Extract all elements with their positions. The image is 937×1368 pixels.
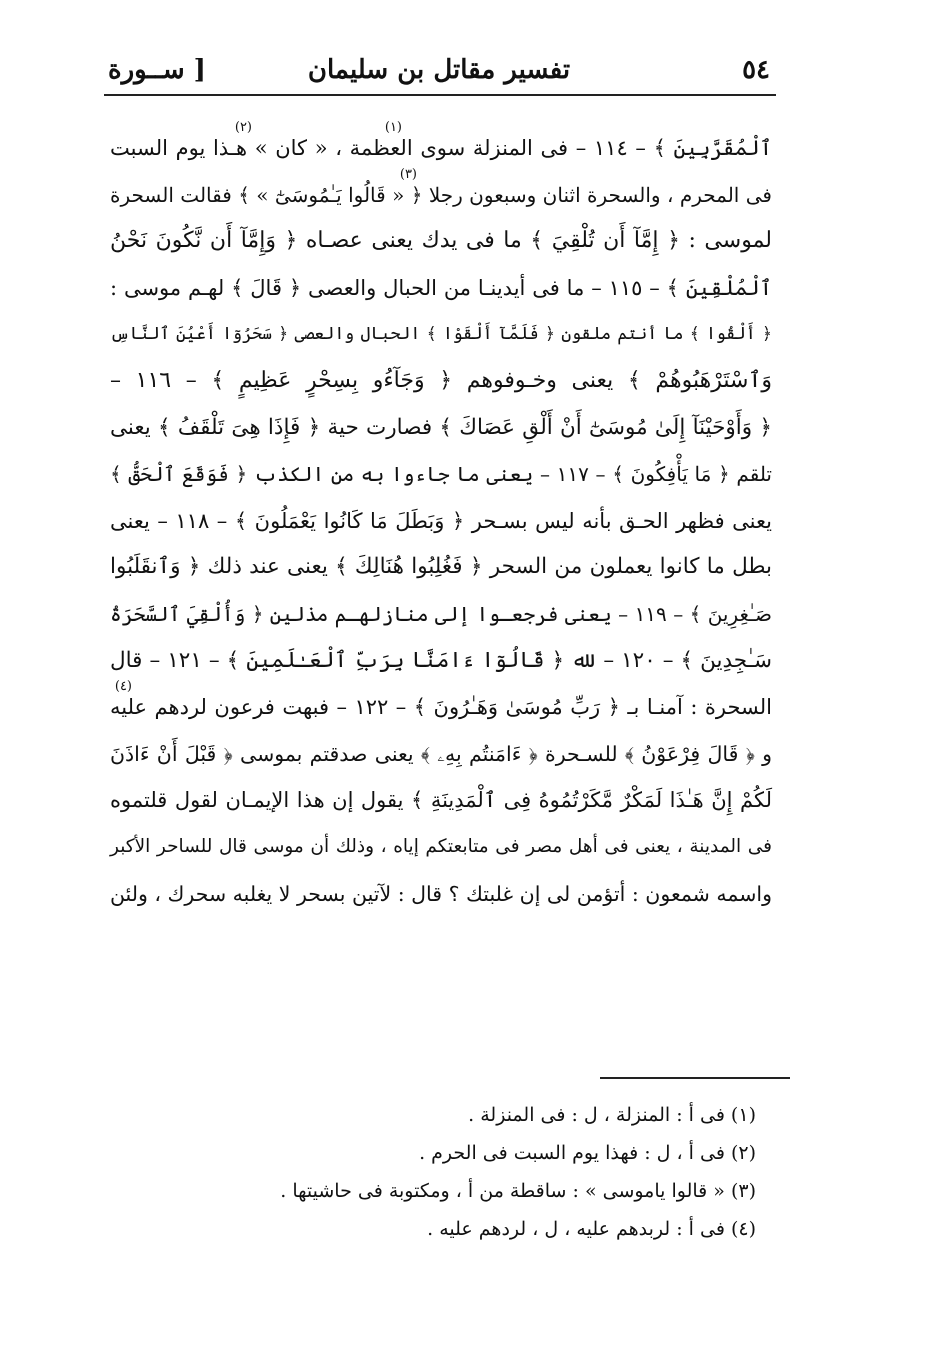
- footnote-rule: [600, 1077, 790, 1079]
- surah-label: [ ســورة: [108, 55, 206, 85]
- text-line: لَكُمْ إِنَّ هَـٰذَا لَمَكْرٌ مَّكَرْتُمُوهُ فِى ٱلْمَدِينَةِ ﴾ يقول إن هذا الإيمـان لقول قلتموه: [110, 788, 772, 813]
- text-line: لموسى : ﴿ إِمَّآ أَن تُلْقِيَ ﴾ ما فى يدك يعنى عصـاه ﴿ وَإِمَّآ أَن نَّكُونَ نَحْنُ: [110, 228, 772, 254]
- page-number: ٥٤: [742, 55, 770, 85]
- footnote-mark: (٢): [234, 120, 252, 135]
- footnote: (٢) فى أ ، ل : فهذا يوم السبت فى الحرم .: [419, 1142, 756, 1164]
- text-line: فى المدينة ، يعنى فى أهل مصر فى متابعتكم إياه ، وذلك أن موسى قال للساحر الأكبر: [110, 835, 772, 857]
- footnote: (١) فى أ : المنزلة ، ل : فى المنزلة .: [468, 1104, 756, 1126]
- text-line: يعنى فظهر الحـق بأنه ليس بسـحر ﴿ وَبَطَلَ مَا كَانُوا يَعْمَلُونَ ﴾ – ١١٨ – يعنى: [110, 508, 772, 533]
- footnotes: [280, 1098, 756, 1250]
- footnote: (٣) « قالوا ياموسى » : ساقطة من أ ، ومكتوبة فى حاشيتها .: [280, 1180, 756, 1202]
- text-line: وَٱسْتَرْهَبُوهُمْ ﴾ يعنى وخـوفوهم ﴿ وَجَآءُو بِسِحْرٍ عَظِيمٍ ﴾ – ١١٦ –: [110, 367, 772, 393]
- text-line: صَـٰغِرِينَ ﴾ – ١١٩ – يعنى فرجعـوا إلى منازلهـم مذلين ﴿ وَأُلْقِيَ ٱلسَّحَرَةُ: [110, 601, 773, 626]
- text-line: ﴿ أَلْقُوا ﴾ ما أنتم ملقون ﴿ فَلَمَّآ أَلْقَوْا ﴾ الحبال والعصى ﴿ سَحَرُوٓا أَعْيُنَ ٱلنَّاسِ: [110, 324, 772, 345]
- main-text: [109, 120, 773, 920]
- footnote-mark: (١): [384, 120, 402, 135]
- header-rule: [104, 94, 776, 96]
- text-line: (٣) فى المحرم ، والسحرة اثنان وسبعون رجلا ﴿ « قَالُوا يَـٰمُوسَىٰٓ » ﴾ فقالت السحرة: [110, 175, 772, 222]
- text-line: سَـٰجِدِينَ ﴾ – ١٢٠ – لله ﴿ قَالُوٓا ءَامَنَّا بِرَبِّ ٱلْعَـٰلَمِينَ ﴾ – ١٢١ – قال: [110, 647, 772, 673]
- text-line: ٱلْمُلْقِينَ ﴾ – ١١٥ – ما فى أيدينـا من الحبال والعصى ﴿ قَالَ ﴾ لهـم موسى :: [110, 275, 772, 300]
- text-line: ﴿ وَأَوْحَيْنَآ إِلَىٰ مُوسَىٰٓ أَنْ أَلْقِ عَصَاكَ ﴾ فصارت حية ﴿ فَإِذَا هِىَ تَلْقَفُ ﴾ يعنى: [110, 414, 772, 440]
- running-title: تفسير مقاتل بن سليمان: [307, 55, 571, 85]
- text-line: (٤) السحرة : آمنـا بـ ﴿ رَبِّ مُوسَىٰ وَهَـٰرُونَ ﴾ – ١٢٢ – فبهت فرعون لردهم عليه: [110, 687, 772, 734]
- text-line: و ﴿ قَالَ فِرْعَوْنُ ﴾ للسـحرة ﴿ ءَامَنتُم بِهِۦ ﴾ يعنى صدقتم بموسى ﴿ قَبْلَ أَنْ ءَاذَنَ: [110, 741, 772, 766]
- text-line: (١) (٢) ٱلْمُقَرَّبِينَ ﴾ – ١١٤ – فى المنزلة سوى العظمة ، « كان » هـذا يوم السبت: [110, 128, 772, 175]
- running-header: [108, 55, 770, 89]
- footnote-mark: (٣): [399, 166, 417, 182]
- text-line: واسمه شمعون : أتؤمن لى إن غلبتك ؟ قال : لآتين بسحر لا يغلبه سحرك ، ولئن: [109, 881, 772, 906]
- footnote: (٤) فى أ : لربدهم عليه ، ل ، لردهم عليه .: [427, 1218, 756, 1240]
- text-line: تلقم ﴿ مَا يَأْفِكُونَ ﴾ – ١١٧ – يعنى ما جاءوا به من الكذب ﴿ فَوَقَعَ ٱلْحَقُّ ﴾: [110, 462, 773, 487]
- text-line: بطل ما كانوا يعملون من السحر ﴿ فَغُلِبُوا هُنَالِكَ ﴾ يعنى عند ذلك ﴿ وَٱنقَلَبُوا: [110, 554, 772, 580]
- footnote-mark: (٤): [114, 679, 132, 695]
